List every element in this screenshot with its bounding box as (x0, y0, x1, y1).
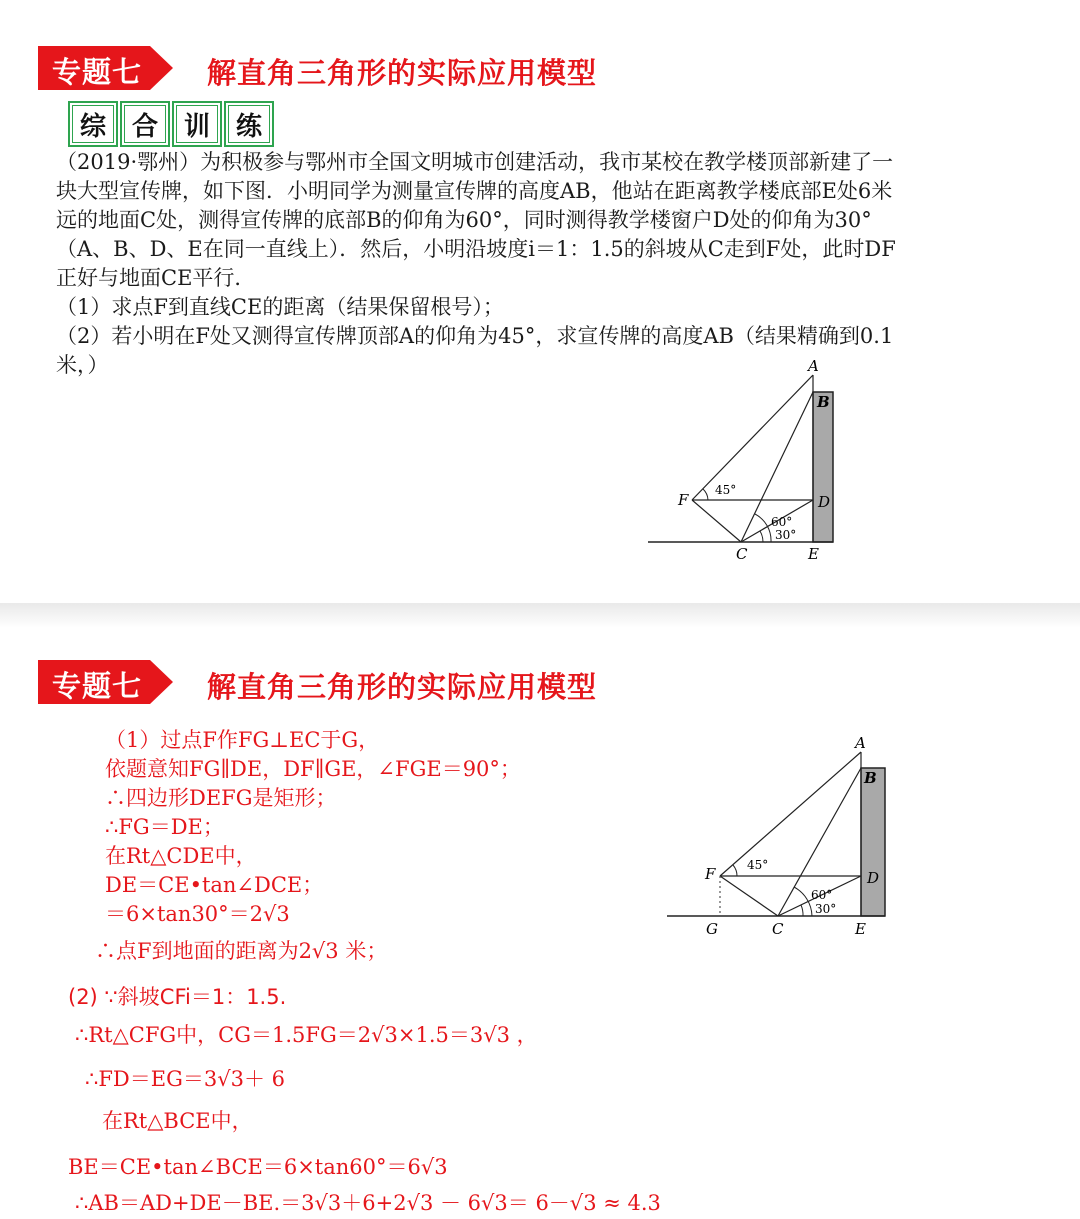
angle-arc-45 (733, 865, 737, 876)
label-C: C (772, 920, 784, 936)
label-F: F (705, 865, 716, 883)
solution-line: ∴四边形DEFG是矩形； (105, 786, 337, 810)
angle-arc-30 (760, 531, 763, 542)
topic-badge (38, 46, 173, 90)
angle-arc-30 (801, 905, 803, 916)
label-B: B (817, 393, 830, 411)
solution-line: DE＝CE•tan∠DCE； (105, 873, 324, 897)
problem-line: 远的地面C处，测得宣传牌的底部B的仰角为60°，同时测得教学楼窗户D处的仰角为30° (56, 208, 872, 232)
problem-line: （1）求点F到直线CE的距离（结果保留根号）； (56, 295, 504, 319)
problem-line: （2）若小明在F处又测得宣传牌顶部A的仰角为45°，求宣传牌的高度AB（结果精确到0.1 (56, 324, 894, 348)
angle-30-label: 30° (775, 528, 797, 542)
training-tags (68, 101, 274, 147)
angle-30-label: 30° (815, 902, 837, 916)
topic-title: 解直角三角形的实际应用模型 (207, 670, 598, 704)
angle-45-label: 45° (715, 483, 737, 497)
solution-line: BE＝CE•tan∠BCE＝6×tan60°＝6√3 (68, 1155, 448, 1179)
geometry-figure (665, 736, 905, 936)
building (861, 768, 885, 916)
geometry-figure (640, 355, 840, 570)
label-F: F (678, 491, 689, 509)
solution-line: (2) ∵斜坡CFi＝1：1.5. (68, 985, 287, 1009)
problem-line: （2019·鄂州）为积极参与鄂州市全国文明城市创建活动，我市某校在教学楼顶部新建了一 (56, 150, 894, 174)
label-D: D (818, 493, 831, 511)
tag-box: 合 (120, 101, 170, 147)
label-B: B (864, 769, 877, 787)
line-FC (692, 500, 741, 542)
badge-label: 专题七 (52, 55, 143, 89)
solution-line: 在Rt△BCE中， (102, 1109, 253, 1133)
problem-line: （A、B、D、E在同一直线上）．然后，小明沿坡度i＝1：1.5的斜坡从C走到F处，此时DF (56, 237, 896, 261)
angle-45-label: 45° (747, 858, 769, 872)
line-FA (720, 752, 861, 876)
label-D: D (867, 869, 880, 887)
solution-line: （1）过点F作FG⊥EC于G， (105, 728, 380, 752)
label-C: C (736, 545, 748, 563)
building (813, 392, 833, 542)
label-A: A (808, 357, 819, 375)
line-FC (720, 876, 778, 916)
label-E: E (855, 920, 866, 936)
topic-title: 解直角三角形的实际应用模型 (207, 56, 598, 90)
tag-box: 练 (224, 101, 274, 147)
tag-box: 综 (68, 101, 118, 147)
solution-line: ∴FG＝DE； (105, 815, 224, 839)
problem-line: 块大型宣传牌，如下图．小明同学为测量宣传牌的高度AB，他站在距离教学楼底部E处6米 (56, 179, 893, 203)
label-E: E (808, 545, 819, 563)
problem-line: 米，） (56, 353, 109, 377)
problem-text (56, 148, 1016, 380)
topic-badge (38, 660, 173, 704)
solution-line: ∴AB＝AD+DE－BE.＝3√3＋6+2√3 － 6√3＝ 6－√3 ≈ 4.3 (75, 1191, 661, 1215)
label-A: A (855, 736, 866, 752)
solution-line: ∴FD＝EG＝3√3＋ 6 (85, 1067, 286, 1091)
angle-60-label: 60° (811, 888, 833, 902)
solution-line: ∴点F到地面的距离为2√3 米； (95, 939, 388, 963)
problem-line: 正好与地面CE平行． (56, 266, 256, 290)
problem-page (0, 0, 1080, 603)
tag-box: 训 (172, 101, 222, 147)
line-FA (692, 375, 813, 500)
solution-line: ＝6×tan30°＝2√3 (105, 902, 290, 926)
angle-arc-45 (703, 489, 708, 500)
solution-line: ∴Rt△CFG中，CG＝1.5FG＝2√3×1.5＝3√3 ， (75, 1023, 538, 1047)
solution-page (0, 628, 1080, 1219)
angle-60-label: 60° (771, 515, 793, 529)
label-G: G (706, 920, 718, 936)
page-separator (0, 603, 1080, 628)
solution-line: 在Rt△CDE中， (105, 844, 257, 868)
solution-line: 依题意知FG∥DE，DF∥GE，∠FGE＝90°； (105, 757, 521, 781)
badge-label: 专题七 (52, 669, 143, 703)
